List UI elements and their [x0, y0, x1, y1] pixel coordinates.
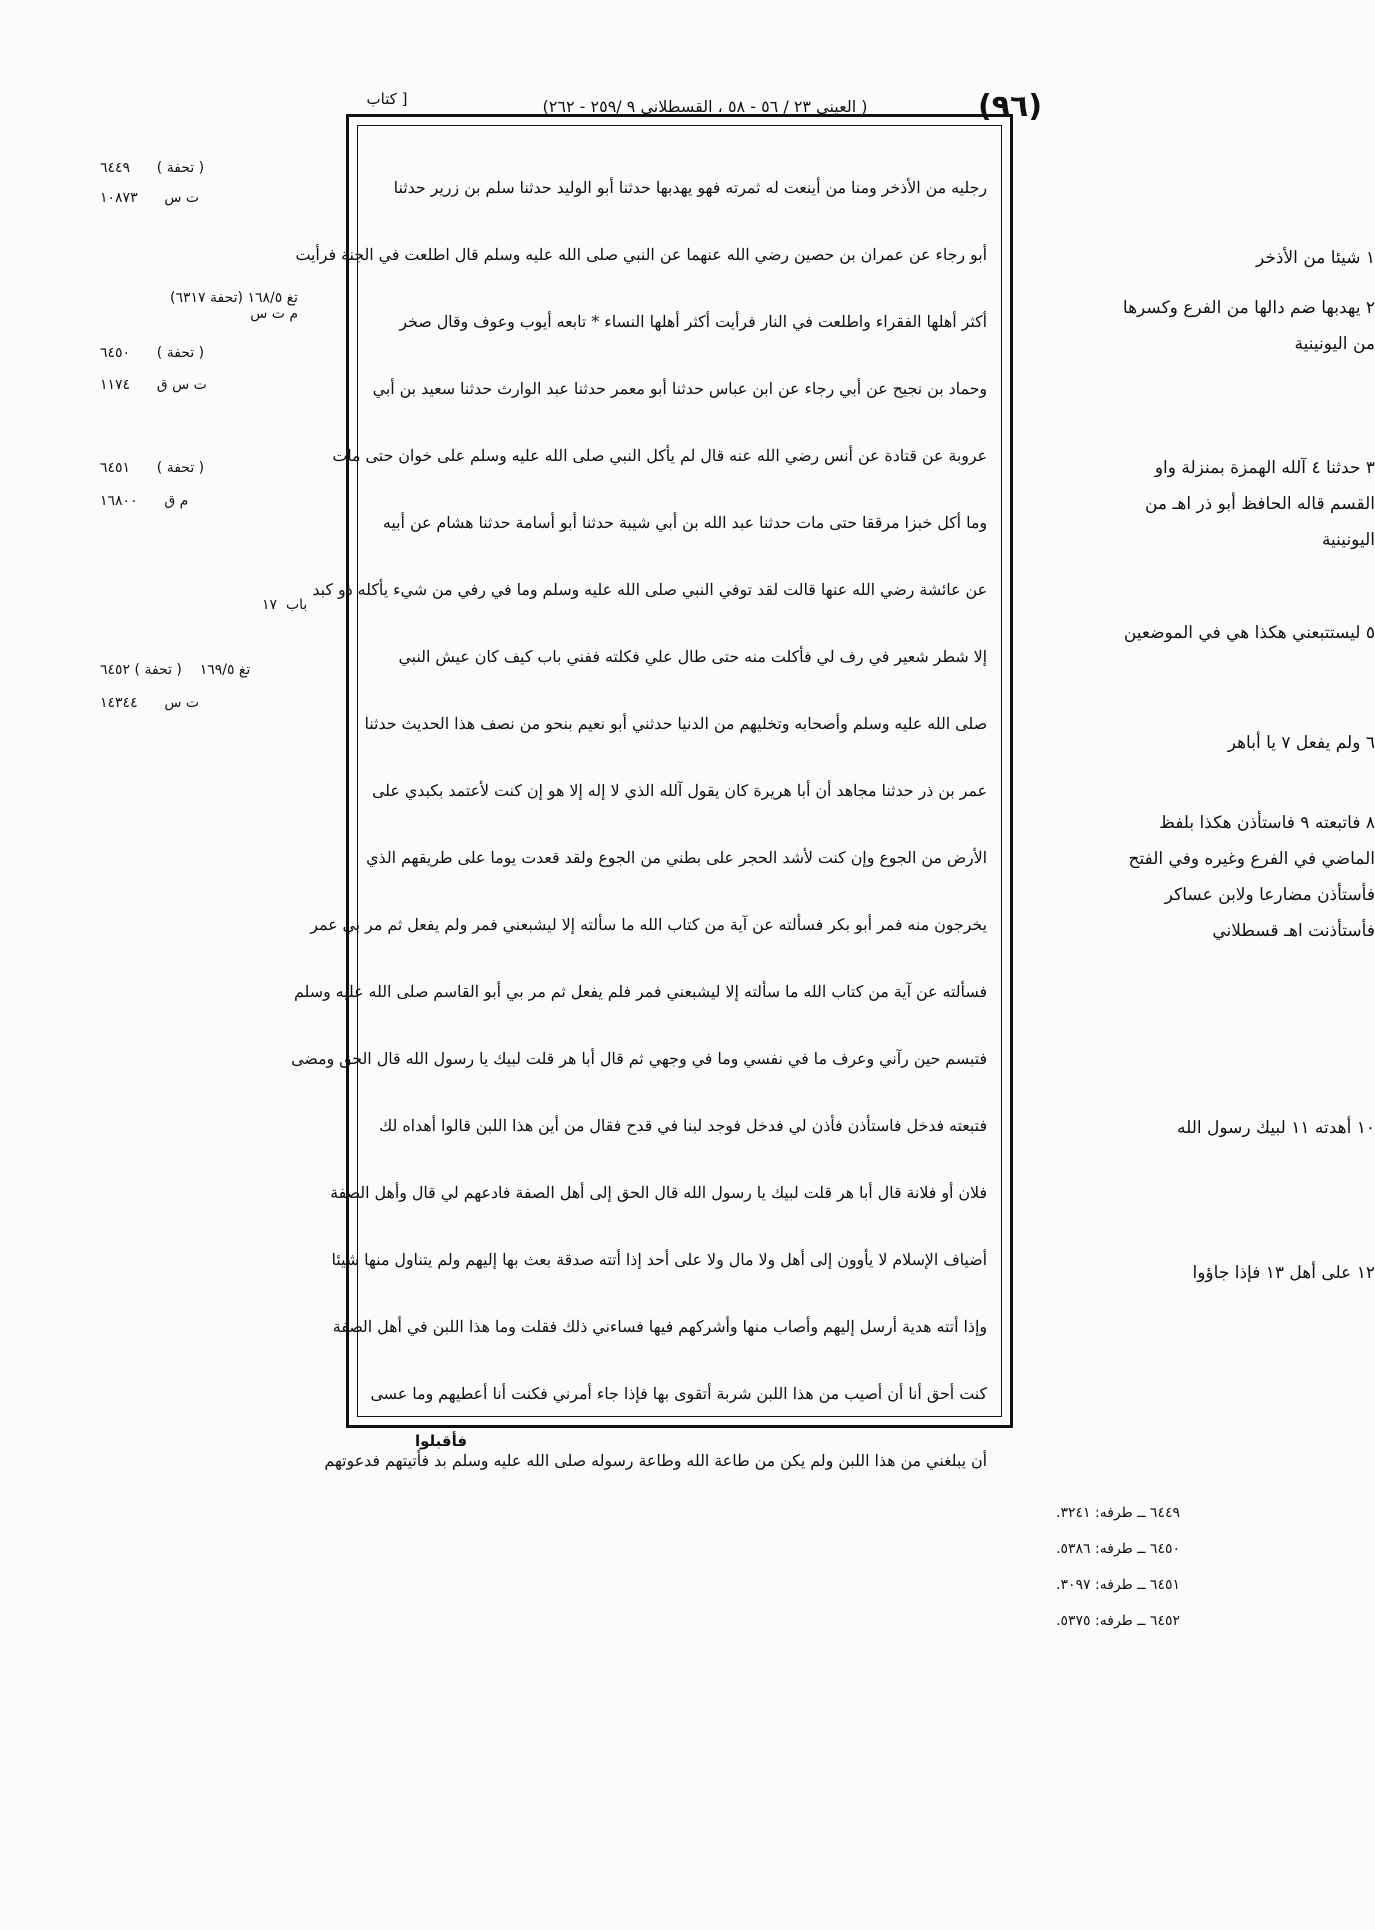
commentary-references: ( العيني ٢٣ / ٥٦ - ٥٨ ، القسطلاني ٩ /٢٥٩ - ٢٦٢): [542, 97, 868, 116]
text-line: أكثر أهلها الفقراء واطلعت في النار فرأيت أكثر أهلها النساء * تابعه أيوب وعوف وقال صخر: [399, 312, 987, 331]
margin-ref: تغ ١٦٨/٥ (تحفة ٦٣١٧) م ت س: [170, 290, 299, 322]
variant-note: ٣ حدثنا ٤ آلله الهمزة بمنزلة واو القسم قاله الحافظ أبو ذر اهـ من اليونينية: [1144, 458, 1375, 550]
page-number: (٩٦): [977, 89, 1043, 124]
text-line: وما أكل خبزا مرققا حتى مات حدثنا عبد الله بن أبي شيبة حدثنا أبو أسامة حدثنا هشام عن أبيه: [382, 513, 987, 532]
footer-ref: ٦٤٥١ ــ طرفه: ٣٠٩٧.: [1056, 1577, 1180, 1593]
text-line: فسألته عن آية من كتاب الله ما سألته إلا ليشبعني فمر فلم يفعل ثم مر بي أبو القاسم صلى الله عليه وسلم: [293, 982, 987, 1001]
text-line: عروبة عن قتادة عن أنس رضي الله عنه قال لم يأكل النبي صلى الله عليه وسلم على خوان حتى مات: [332, 446, 987, 465]
text-line: كنت أحق أنا أن أصيب من هذا اللبن شربة أتقوى بها فإذا جاء أمرني فكنت أنا أعطيهم وما عسى: [370, 1384, 987, 1403]
variant-note: ٨ فاتبعته ٩ فاستأذن هكذا بلفظ الماضي في الفرع وغيره وفي الفتح فأستأذن مضارعا ولابن عساكر فأستأذنت اهـ قسطلاني: [1128, 813, 1375, 941]
margin-ref: ت س ١٠٨٧٣: [100, 190, 200, 206]
variant-note: ٥ ليستتبعني هكذا هي في الموضعين: [1123, 623, 1375, 643]
margin-ref: ت س ق ١١٧٤: [100, 377, 207, 393]
footer-ref: ٦٤٤٩ ــ طرفه: ٣٢٤١.: [1056, 1505, 1180, 1521]
hadith-text: [291, 154, 987, 1494]
variant-note: ٦ ولم يفعل ٧ يا أباهر: [1227, 733, 1375, 753]
catchword: فأقبلوا: [415, 1432, 468, 1450]
text-line: فتبعته فدخل فاستأذن فأذن لي فدخل فوجد لبنا في قدح فقال من أين هذا اللبن قالوا أهداه لك: [379, 1116, 987, 1135]
margin-ref: ت س ١٤٣٤٤: [100, 695, 200, 711]
chapter-number: باب ١٧: [262, 597, 308, 613]
margin-ref: تغ ١٦٩/٥ ( تحفة ) ٦٤٥٢: [100, 662, 251, 678]
text-line: إلا شطر شعير في رف لي فأكلت منه حتى طال علي فكلته ففني باب كيف كان عيش النبي: [398, 647, 987, 666]
variant-note: ١ شيئا من الأذخر: [1256, 248, 1375, 268]
text-line: عمر بن ذر حدثنا مجاهد أن أبا هريرة كان يقول آلله الذي لا إله إلا هو إن كنت لأعتمد بكبدي على: [371, 781, 987, 800]
margin-ref: ( تحفة ) ٦٤٤٩: [100, 160, 205, 176]
book-title: [ كتاب: [366, 90, 408, 108]
margin-ref: م ق ١٦٨٠٠: [100, 493, 189, 509]
text-line: أبو رجاء عن عمران بن حصين رضي الله عنهما عن النبي صلى الله عليه وسلم قال اطلعت في الجنة فرأيت: [295, 245, 987, 264]
margin-ref: ( تحفة ) ٦٤٥١: [100, 460, 205, 476]
text-line: وحماد بن نجيح عن أبي رجاء عن ابن عباس حدثنا أبو معمر حدثنا عبد الوارث حدثنا سعيد بن أبي: [372, 379, 987, 398]
text-line: الأرض من الجوع وإن كنت لأشد الحجر على بطني من الجوع ولقد قعدت يوما على طريقهم الذي: [366, 848, 987, 867]
margin-ref: ( تحفة ) ٦٤٥٠: [100, 345, 205, 361]
text-line: صلى الله عليه وسلم وأصحابه وتخليهم من الدنيا حدثني أبو نعيم بنحو من نصف هذا الحديث حدثنا: [364, 714, 987, 733]
variant-note: ١٠ أهدته ١١ لبيك رسول الله: [1176, 1118, 1375, 1138]
text-line: أضياف الإسلام لا يأوون إلى أهل ولا مال ولا على أحد إذا أتته صدقة بعث بها إليهم ولم يتناول منها شيئا: [331, 1250, 987, 1269]
text-line: فتبسم حين رآني وعرف ما في نفسي وما في وجهي ثم قال أبا هر قلت لبيك يا رسول الله قال الحق ومضى: [291, 1049, 987, 1068]
text-line: وإذا أتته هدية أرسل إليهم وأصاب منها وأشركهم فيها فساءني ذلك فقلت وما هذا اللبن في أهل الصفة: [332, 1317, 987, 1336]
footer-ref: ٦٤٥٠ ــ طرفه: ٥٣٨٦.: [1056, 1541, 1180, 1557]
text-line: يخرجون منه فمر أبو بكر فسألته عن آية من كتاب الله ما سألته إلا ليشبعني فمر ولم يفعل ثم مر بي عمر: [310, 915, 987, 934]
text-line: فلان أو فلانة قال أبا هر قلت لبيك يا رسول الله قال الحق إلى أهل الصفة فادعهم لي قال وأهل الصفة: [330, 1183, 987, 1202]
text-line: أن يبلغني من هذا اللبن ولم يكن من طاعة الله وطاعة رسوله صلى الله عليه وسلم بد فأتيتهم فدعوتهم: [324, 1451, 987, 1470]
variant-note: ١٢ على أهل ١٣ فإذا جاؤوا: [1192, 1263, 1375, 1283]
text-line: عن عائشة رضي الله عنها قالت لقد توفي النبي صلى الله عليه وسلم وما في رفي من شيء يأكله ذو كبد: [312, 580, 987, 599]
text-line: رجليه من الأذخر ومنا من أينعت له ثمرته فهو يهدبها حدثنا أبو الوليد حدثنا سلم بن زرير حدثنا: [393, 178, 987, 197]
footer-ref: ٦٤٥٢ ــ طرفه: ٥٣٧٥.: [1056, 1613, 1180, 1629]
variant-note: ٢ يهدبها ضم دالها من الفرع وكسرها من اليونينية: [1122, 298, 1375, 354]
